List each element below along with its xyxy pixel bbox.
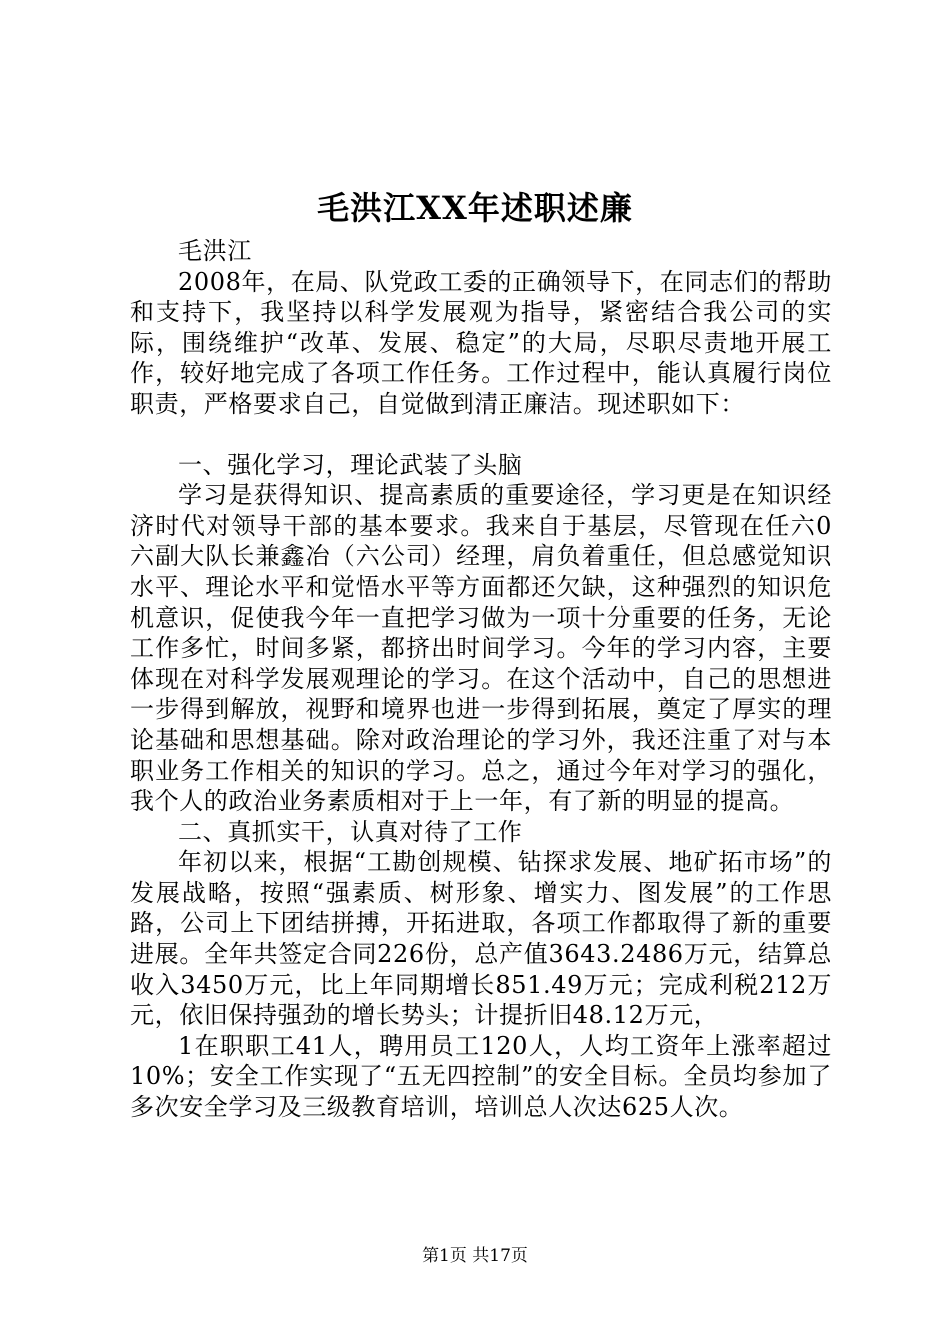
author-line: 毛洪江	[178, 237, 252, 265]
document-body	[130, 236, 832, 1123]
document-title: 毛洪江XX年述职述廉	[317, 189, 633, 227]
page-number-footer: 第1页 共17页	[422, 1246, 528, 1266]
section-paragraph-1: 学习是获得知识、提高素质的重要途径，学习更是在知识经济时代对领导干部的基本要求。我来自于基层，尽管现在任六0六副大队长兼鑫冶（六公司）经理，肩负着重任，但总感觉知识水平、理论水平和觉悟水平等方面都还欠缺，这种强烈的知识危机意识，促使我今年一直把学习做为一项十分重要的任务，无论工作多忙，时间多紧，都挤出时间学习。今年的学习内容，主要体现在对科学发展观理论的学习。在这个活动中，自己的思想进一步得到解放，视野和境界也进一步得到拓展，奠定了厚实的理论基础和思想基础。除对政治理论的学习外，我还注重了对与本职业务工作相关的知识的学习。总之，通过今年对学习的强化，我个人的政治业务素质相对于上一年，有了新的明显的提高。	[130, 481, 832, 816]
section-heading-2: 二、真抓实干，认真对待了工作	[178, 817, 523, 846]
section-paragraph-3: 1在职职工41人，聘用员工120人，人均工资年上涨率超过10%；安全工作实现了“五无四控制”的安全目标。全员均参加了多次安全学习及三级教育培训，培训总人次达625人次。	[130, 1031, 832, 1122]
intro-paragraph: 2008年，在局、队党政工委的正确领导下，在同志们的帮助和支持下，我坚持以科学发展观为指导，紧密结合我公司的实际，围绕维护“改革、发展、稳定”的大局，尽职尽责地开展工作，较好地完成了各项工作任务。工作过程中，能认真履行岗位职责，严格要求自己，自觉做到清正廉洁。现述职如下：	[130, 267, 832, 418]
section-paragraph-2: 年初以来，根据“工勘创规模、钻探求发展、地矿拓市场”的发展战略，按照“强素质、树形象、增实力、图发展”的工作思路，公司上下团结拼搏，开拓进取，各项工作都取得了新的重要进展。全年共签定合同226份，总产值3643.2486万元，结算总收入3450万元，比上年同期增长851.49万元；完成利税212万元，依旧保持强劲的增长势头；计提折旧48.12万元，	[130, 848, 832, 1030]
section-heading-1: 一、强化学习，理论武装了头脑	[178, 450, 523, 479]
